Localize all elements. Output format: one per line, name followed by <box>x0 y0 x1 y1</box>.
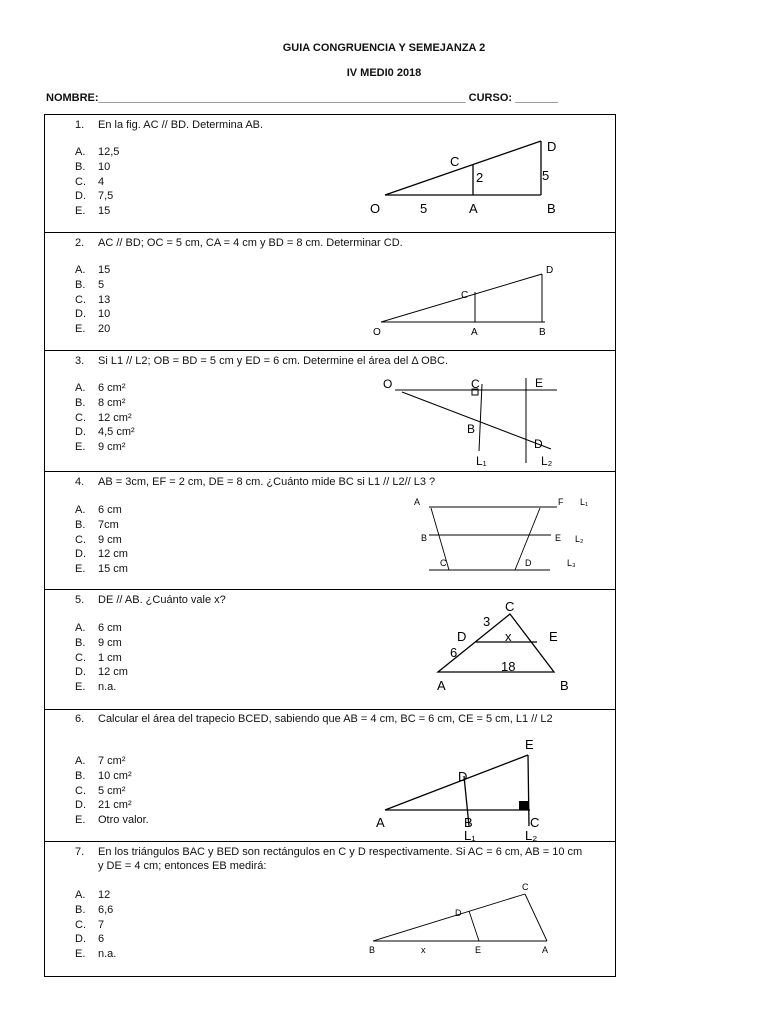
label-l2: L₂ <box>525 828 538 843</box>
label-d: D <box>546 265 554 276</box>
question-text: AB = 3cm, EF = 2 cm, DE = 8 cm. ¿Cuánto mide BC si L1 // L2// L3 ? <box>98 476 436 488</box>
question-text: DE // AB. ¿Cuánto vale x? <box>98 594 226 606</box>
question-box-5 <box>44 589 616 710</box>
label-a: A <box>471 327 478 338</box>
label-x: x <box>421 945 426 955</box>
option-e[interactable]: E. n.a. <box>75 681 117 694</box>
label-e: E <box>549 629 558 644</box>
question-number: 2. <box>75 237 85 249</box>
page-title: GUIA CONGRUENCIA Y SEMEJANZA 2 <box>282 42 486 54</box>
label-e: E <box>535 376 544 390</box>
option-a[interactable]: A. 6 cm <box>75 622 122 634</box>
option-a[interactable]: A. 6 cm <box>75 504 122 516</box>
question-number: 7. <box>75 846 85 858</box>
question-box-2 <box>44 232 616 351</box>
label-l1: L₁ <box>476 454 487 468</box>
option-e[interactable]: E. 15 <box>75 205 111 218</box>
label-x: x <box>505 629 512 644</box>
option-b[interactable]: B. 10 <box>75 160 111 173</box>
figure-4 <box>45 472 615 590</box>
label-b: B <box>464 815 473 830</box>
label-l3: L₃ <box>567 558 576 568</box>
figure-7 <box>45 842 615 976</box>
option-e[interactable]: E. n.a. <box>75 948 117 961</box>
label-c: C <box>530 815 540 830</box>
label-l1: L₁ <box>464 828 476 843</box>
option-d[interactable]: D. 12 cm <box>75 548 128 561</box>
question-box-7 <box>44 841 616 977</box>
question-box-4 <box>44 471 616 590</box>
option-b[interactable]: B. 10 cm² <box>75 769 132 782</box>
question-box-6 <box>44 709 616 842</box>
label-a: A <box>414 497 421 507</box>
option-c[interactable]: C. 1 cm <box>75 651 122 664</box>
label-a: A <box>437 678 446 693</box>
line-l2 <box>528 755 529 826</box>
line-ae <box>385 755 528 810</box>
label-o: O <box>373 327 381 338</box>
label-e: E <box>525 737 534 752</box>
label-d: D <box>457 629 467 644</box>
option-b[interactable]: B. 5 <box>75 278 105 291</box>
figure-3 <box>45 351 615 472</box>
label-d: D <box>458 769 468 784</box>
option-a[interactable]: A. 6 cm² <box>75 382 126 394</box>
segment-de <box>469 911 479 941</box>
label-b: B <box>560 678 569 693</box>
label-l2: L₂ <box>541 454 553 468</box>
option-a[interactable]: A. 15 <box>75 264 111 276</box>
option-a[interactable]: A. 7 cm² <box>75 755 126 767</box>
label-3: 3 <box>483 614 491 629</box>
option-a[interactable]: A. 12 <box>75 889 111 901</box>
figure-5 <box>45 590 615 710</box>
option-d[interactable]: D. 10 <box>75 308 111 321</box>
label-18: 18 <box>501 659 516 674</box>
label-b: B <box>467 422 476 436</box>
question-text: Calcular el área del trapecio BCED, sabiendo que AB = 4 cm, BC = 6 cm, CE = 5 cm, L1 // L2 <box>98 713 553 725</box>
question-number: 1. <box>75 119 85 131</box>
label-d: D <box>534 437 543 451</box>
page-subtitle: IV MEDI0 2018 <box>346 67 422 79</box>
option-c[interactable]: C. 13 <box>75 293 111 306</box>
label-b: B <box>421 533 428 543</box>
option-e[interactable]: E. 20 <box>75 323 111 336</box>
line-bc <box>373 894 525 941</box>
label-b: B <box>369 945 376 955</box>
label-ac: 2 <box>476 170 484 185</box>
option-e[interactable]: E. 15 cm <box>75 563 128 576</box>
option-d[interactable]: D. 6 <box>75 933 105 946</box>
label-e: E <box>555 533 562 543</box>
label-a: A <box>376 815 385 830</box>
label-oa: 5 <box>420 201 428 216</box>
option-c[interactable]: C. 12 cm² <box>75 411 132 424</box>
option-d[interactable]: D. 7,5 <box>75 190 114 203</box>
figure-1 <box>45 115 615 233</box>
label-c: C <box>522 882 529 892</box>
option-d[interactable]: D. 21 cm² <box>75 799 132 812</box>
label-b: B <box>539 327 546 338</box>
figure-2 <box>45 233 615 351</box>
label-c: C <box>461 290 469 301</box>
option-b[interactable]: B. 8 cm² <box>75 396 126 409</box>
figure-6 <box>45 710 615 842</box>
question-box-3 <box>44 350 616 472</box>
label-b: B <box>547 201 556 216</box>
option-b[interactable]: B. 9 cm <box>75 636 122 649</box>
option-c[interactable]: C. 7 <box>75 918 105 931</box>
question-box-1 <box>44 114 616 233</box>
option-d[interactable]: D. 12 cm <box>75 666 128 679</box>
line-od <box>385 141 541 195</box>
label-l2: L₂ <box>575 534 584 544</box>
question-number: 5. <box>75 594 85 606</box>
question-text: En la fig. AC // BD. Determina AB. <box>98 119 264 131</box>
label-c: C <box>440 558 447 568</box>
option-d[interactable]: D. 4,5 cm² <box>75 426 135 439</box>
option-c[interactable]: C. 9 cm <box>75 533 122 546</box>
triangle-abc <box>438 614 554 672</box>
label-6: 6 <box>450 645 458 660</box>
label-d: D <box>547 139 557 154</box>
option-e[interactable]: E. Otro valor. <box>75 814 149 827</box>
label-c: C <box>471 377 480 391</box>
label-a: A <box>469 201 478 216</box>
label-l1: L₁ <box>580 497 589 507</box>
option-a[interactable]: A. 12,5 <box>75 146 120 158</box>
line-od <box>402 392 551 449</box>
option-e[interactable]: E. 9 cm² <box>75 441 126 454</box>
label-c: C <box>505 599 515 614</box>
label-d: D <box>525 558 532 568</box>
option-b[interactable]: B. 6,6 <box>75 903 114 916</box>
label-f: F <box>558 497 564 507</box>
segment-ca <box>525 894 547 941</box>
right-angle-mark <box>519 801 529 810</box>
label-e: E <box>475 945 482 955</box>
label-a: A <box>542 945 549 955</box>
question-text: AC // BD; OC = 5 cm, CA = 4 cm y BD = 8 cm. Determinar CD. <box>98 237 403 249</box>
label-bd: 5 <box>542 168 550 183</box>
label-o: O <box>383 377 393 391</box>
option-b[interactable]: B. 7cm <box>75 518 119 531</box>
question-number: 4. <box>75 476 85 488</box>
question-number: 3. <box>75 355 85 367</box>
question-number: 6. <box>75 713 85 725</box>
option-c[interactable]: C. 4 <box>75 175 105 188</box>
question-text: Si L1 // L2; OB = BD = 5 cm y ED = 6 cm. Determine el área del Δ OBC. <box>98 355 449 367</box>
question-text: En los triángulos BAC y BED son rectángulos en C y D respectivamente. Si AC = 6 cm, AB = 10 cm y DE = 4 cm; entonces EB medirá: <box>98 846 583 872</box>
label-c: C <box>450 154 460 169</box>
label-d: D <box>455 908 462 918</box>
label-o: O <box>370 201 381 216</box>
option-c[interactable]: C. 5 cm² <box>75 784 126 797</box>
nombre-curso-line[interactable]: NOMBRE:____________________________________________________________ CURSO: _______ <box>46 92 558 104</box>
line-l1 <box>479 384 482 451</box>
